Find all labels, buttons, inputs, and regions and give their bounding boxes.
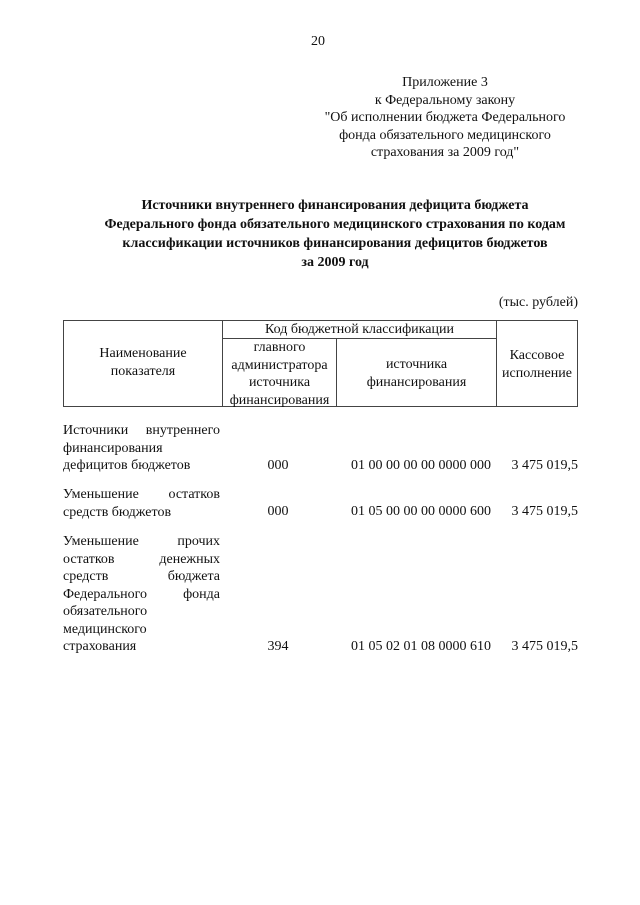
document-title	[60, 196, 610, 272]
row-name-line: Уменьшение остатков	[63, 487, 220, 502]
appendix-line: страхования за 2009 год"	[370, 145, 520, 160]
row-admin-code: 000	[267, 504, 289, 519]
header-amount	[497, 347, 577, 382]
appendix-line: к Федеральному закону	[374, 92, 516, 108]
title-line: за 2009 год	[301, 255, 369, 270]
row-amount: 3 475 019,5	[511, 458, 578, 473]
row-name-line: Федерального фонда	[63, 586, 220, 602]
header-text: администратора	[231, 357, 328, 373]
title-line: Федерального фонда обязательного медицинского страхования по кодам	[104, 217, 566, 232]
row-source-code: 01 00 00 00 00 0000 000	[351, 458, 491, 473]
row-name-line: обязательного	[63, 604, 148, 619]
title-line: Источники внутреннего финансирования дефицита бюджета	[141, 198, 529, 213]
header-text: Наименование	[99, 346, 187, 361]
header-text: финансирования	[366, 374, 467, 390]
row-name-line: финансирования	[63, 440, 163, 456]
page-number: 20	[311, 34, 325, 49]
row-amount: 3 475 019,5	[511, 639, 578, 654]
header-name	[64, 345, 222, 380]
row-source-code: 01 05 00 00 00 0000 600	[351, 504, 491, 519]
row-name	[63, 533, 220, 656]
header-text: показателя	[110, 363, 176, 379]
row-name-line: Источники внутреннего	[63, 423, 220, 438]
header-text: финансирования	[229, 392, 330, 408]
row-name-line: Уменьшение прочих	[63, 534, 220, 549]
header-code-group: Код бюджетной классификации	[265, 322, 454, 337]
row-name-line: медицинского	[63, 621, 147, 637]
appendix-line: "Об исполнении бюджета Федерального	[324, 110, 566, 125]
row-name-line: средств бюджета	[63, 569, 220, 584]
appendix-block	[300, 74, 590, 162]
row-name-line: средств бюджетов	[63, 504, 172, 520]
table-border	[577, 320, 578, 407]
row-name-line: остатков денежных	[63, 551, 220, 567]
header-text: источника	[385, 357, 448, 372]
header-source	[337, 356, 496, 391]
header-text: Кассовое	[509, 348, 565, 363]
row-name	[63, 486, 220, 521]
row-name	[63, 422, 220, 475]
header-text: источника	[248, 375, 311, 390]
header-text: главного	[253, 340, 306, 355]
title-line: классификации источников финансирования дефицитов бюджетов	[122, 236, 548, 251]
units-label: (тыс. рублей)	[498, 295, 578, 310]
header-text: исполнение	[502, 365, 572, 381]
row-admin-code: 394	[267, 639, 289, 654]
row-name-line: дефицитов бюджетов	[63, 458, 191, 473]
appendix-line: фонда обязательного медицинского	[339, 127, 551, 143]
row-admin-code: 000	[267, 458, 289, 473]
header-admin	[223, 339, 336, 409]
appendix-line: Приложение 3	[402, 75, 488, 90]
row-source-code: 01 05 02 01 08 0000 610	[351, 639, 491, 654]
row-name-line: страхования	[63, 639, 137, 654]
row-amount: 3 475 019,5	[511, 504, 578, 519]
